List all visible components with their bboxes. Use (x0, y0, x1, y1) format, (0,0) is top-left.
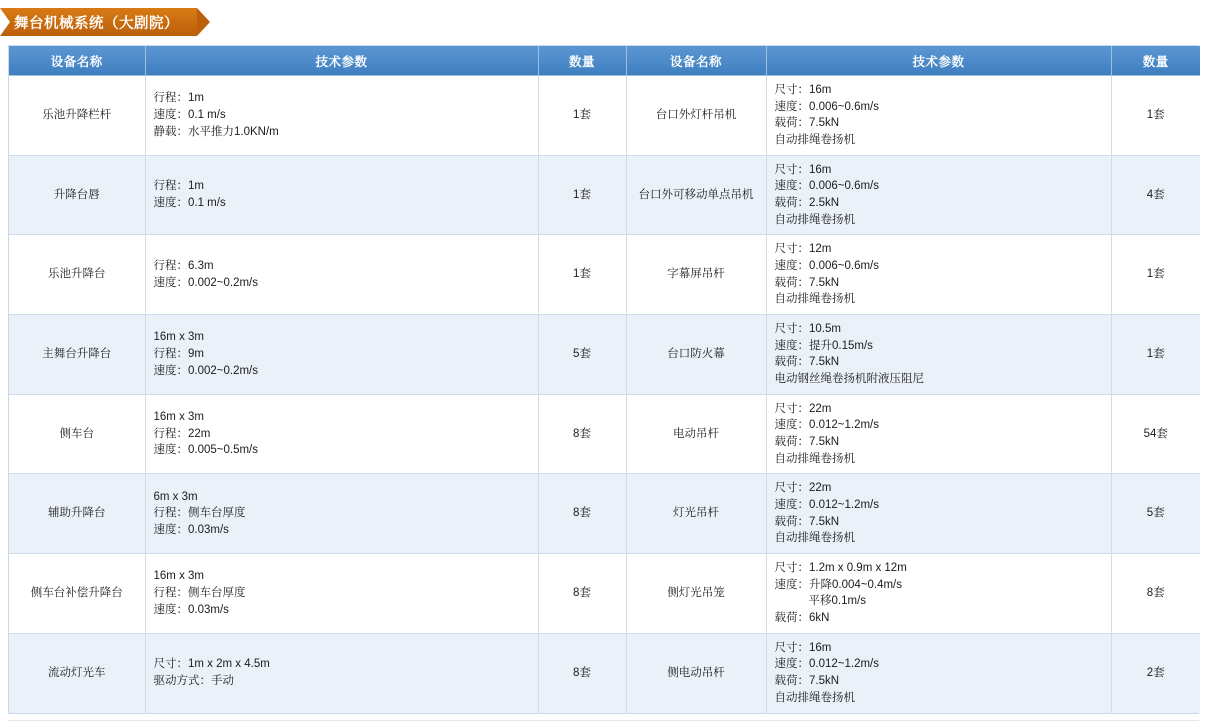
cell-right-equipment-name: 侧电动吊杆 (626, 633, 766, 712)
cell-left-parameters (145, 474, 538, 554)
param-line: 尺寸：22m (774, 402, 832, 415)
column-header-left-params: 技术参数 (145, 46, 538, 76)
page-title: 舞台机械系统（大剧院） (0, 8, 197, 36)
param-line: 行程：侧车台厚度 (153, 507, 246, 520)
table-row (9, 394, 1200, 474)
param-line: 速度：0.005~0.5m/s (153, 444, 259, 457)
cell-right-parameters (766, 155, 1111, 235)
cell-left-quantity: 1套 (538, 235, 626, 315)
param-line: 载荷：7.5kN (774, 356, 840, 369)
cell-right-equipment-name: 电动吊杆 (626, 394, 766, 474)
cell-left-equipment-name: 乐池升降台 (9, 235, 145, 315)
param-line: 尺寸：16m (774, 163, 832, 176)
cell-right-parameters (766, 76, 1111, 156)
param-line: 行程：22m (153, 427, 211, 440)
param-line: 尺寸：16m (774, 84, 832, 96)
param-line: 载荷：7.5kN (774, 515, 840, 528)
cell-left-quantity: 1套 (538, 155, 626, 235)
param-line: 自动排绳卷扬机 (774, 134, 855, 147)
cell-right-quantity: 2套 (1111, 633, 1200, 712)
param-line: 6m x 3m (153, 490, 198, 503)
param-line: 行程：侧车台厚度 (153, 587, 246, 600)
param-line: 自动排绳卷扬机 (774, 213, 855, 226)
param-line: 行程：1m (153, 180, 204, 193)
param-line: 电动钢丝绳卷扬机附液压阻尼 (774, 373, 924, 386)
param-line: 静载：水平推力1.0KN/m (153, 125, 279, 138)
param-line: 尺寸：1m x 2m x 4.5m (153, 658, 270, 671)
param-line: 速度：0.002~0.2m/s (153, 364, 259, 377)
param-line: 速度：0.1 m/s (153, 109, 226, 121)
cell-right-parameters (766, 315, 1111, 395)
param-line: 速度：0.012~1.2m/s (774, 419, 880, 432)
column-header-right-name: 设备名称 (626, 46, 766, 76)
param-line: 尺寸：22m (774, 482, 832, 495)
cell-right-quantity: 1套 (1111, 235, 1200, 315)
cell-right-quantity: 1套 (1111, 315, 1200, 395)
cell-right-equipment-name: 台口外可移动单点吊机 (626, 155, 766, 235)
cell-right-quantity: 54套 (1111, 394, 1200, 474)
param-line: 自动排绳卷扬机 (774, 691, 855, 704)
cell-left-parameters (145, 155, 538, 235)
param-line: 速度：0.03m/s (153, 524, 229, 537)
cell-left-quantity: 8套 (538, 394, 626, 474)
table-row (9, 633, 1200, 712)
cell-right-quantity: 4套 (1111, 155, 1200, 235)
page-title-banner (0, 8, 1207, 36)
cell-left-quantity: 1套 (538, 76, 626, 156)
param-line: 驱动方式：手动 (153, 675, 234, 688)
param-line: 速度：0.006~0.6m/s (774, 260, 880, 273)
param-line: 尺寸：12m (774, 243, 832, 256)
param-line: 载荷：7.5kN (774, 276, 840, 289)
cell-right-equipment-name: 字幕屏吊杆 (626, 235, 766, 315)
cell-left-parameters (145, 554, 538, 634)
column-header-left-qty: 数量 (538, 46, 626, 76)
param-line: 载荷：7.5kN (774, 675, 840, 688)
cell-right-parameters (766, 474, 1111, 554)
param-line: 自动排绳卷扬机 (774, 452, 855, 465)
param-line: 速度：0.006~0.6m/s (774, 180, 880, 193)
column-header-right-params: 技术参数 (766, 46, 1111, 76)
param-line: 速度：0.002~0.2m/s (153, 276, 259, 289)
param-line: 自动排绳卷扬机 (774, 293, 855, 306)
cell-right-parameters (766, 394, 1111, 474)
cell-left-quantity: 8套 (538, 633, 626, 712)
cell-right-equipment-name: 台口防火幕 (626, 315, 766, 395)
param-line: 载荷：7.5kN (774, 436, 840, 449)
table-header-row (9, 46, 1200, 76)
cell-left-equipment-name: 流动灯光车 (9, 633, 145, 712)
cell-left-equipment-name: 主舞台升降台 (9, 315, 145, 395)
table-row (9, 315, 1200, 395)
spec-table-container (8, 45, 1199, 714)
param-line: 速度：升降0.004~0.4m/s (774, 578, 903, 591)
cell-left-parameters (145, 235, 538, 315)
cell-left-quantity: 8套 (538, 554, 626, 634)
cell-right-equipment-name: 侧灯光吊笼 (626, 554, 766, 634)
param-line: 行程：1m (153, 92, 204, 105)
cell-right-quantity: 1套 (1111, 76, 1200, 156)
column-header-right-qty: 数量 (1111, 46, 1200, 76)
cell-left-quantity: 5套 (538, 315, 626, 395)
table-row (9, 554, 1200, 634)
param-line: 尺寸：1.2m x 0.9m x 12m (774, 562, 907, 575)
cell-right-parameters (766, 633, 1111, 712)
table-row (9, 155, 1200, 235)
param-line: 行程：6.3m (153, 260, 214, 273)
cell-left-equipment-name: 乐池升降栏杆 (9, 76, 145, 156)
param-line: 自动排绳卷扬机 (774, 532, 855, 545)
cell-left-parameters (145, 633, 538, 712)
param-line: 行程：9m (153, 348, 204, 361)
param-line: 速度：0.006~0.6m/s (774, 100, 880, 113)
param-line: 16m x 3m (153, 411, 204, 424)
param-line: 速度：提升0.15m/s (774, 339, 873, 352)
cell-right-equipment-name: 灯光吊杆 (626, 474, 766, 554)
param-line: 16m x 3m (153, 331, 204, 344)
table-row (9, 474, 1200, 554)
param-line: 载荷：7.5kN (774, 117, 840, 130)
param-line: 尺寸：16m (774, 641, 832, 654)
cell-right-equipment-name: 台口外灯杆吊机 (626, 76, 766, 156)
param-line: 尺寸：10.5m (774, 323, 841, 336)
table-row (9, 235, 1200, 315)
spec-table (9, 46, 1200, 713)
cell-left-equipment-name: 升降台唇 (9, 155, 145, 235)
cell-right-parameters (766, 554, 1111, 634)
cell-right-quantity: 8套 (1111, 554, 1200, 634)
param-line: 平移0.1m/s (808, 595, 867, 608)
cell-left-equipment-name: 侧车台补偿升降台 (9, 554, 145, 634)
cell-left-parameters (145, 315, 538, 395)
param-line: 载荷：6kN (774, 612, 830, 625)
param-line: 载荷：2.5kN (774, 197, 840, 210)
bottom-divider (8, 720, 1199, 725)
cell-left-quantity: 8套 (538, 474, 626, 554)
param-line: 速度：0.012~1.2m/s (774, 658, 880, 671)
param-line: 速度：0.1 m/s (153, 197, 226, 210)
table-row (9, 76, 1200, 156)
param-line: 速度：0.012~1.2m/s (774, 499, 880, 512)
cell-left-equipment-name: 辅助升降台 (9, 474, 145, 554)
param-line: 速度：0.03m/s (153, 603, 229, 616)
cell-left-parameters (145, 394, 538, 474)
cell-left-parameters (145, 76, 538, 156)
column-header-left-name: 设备名称 (9, 46, 145, 76)
param-line: 16m x 3m (153, 570, 204, 583)
cell-right-parameters (766, 235, 1111, 315)
cell-left-equipment-name: 侧车台 (9, 394, 145, 474)
cell-right-quantity: 5套 (1111, 474, 1200, 554)
